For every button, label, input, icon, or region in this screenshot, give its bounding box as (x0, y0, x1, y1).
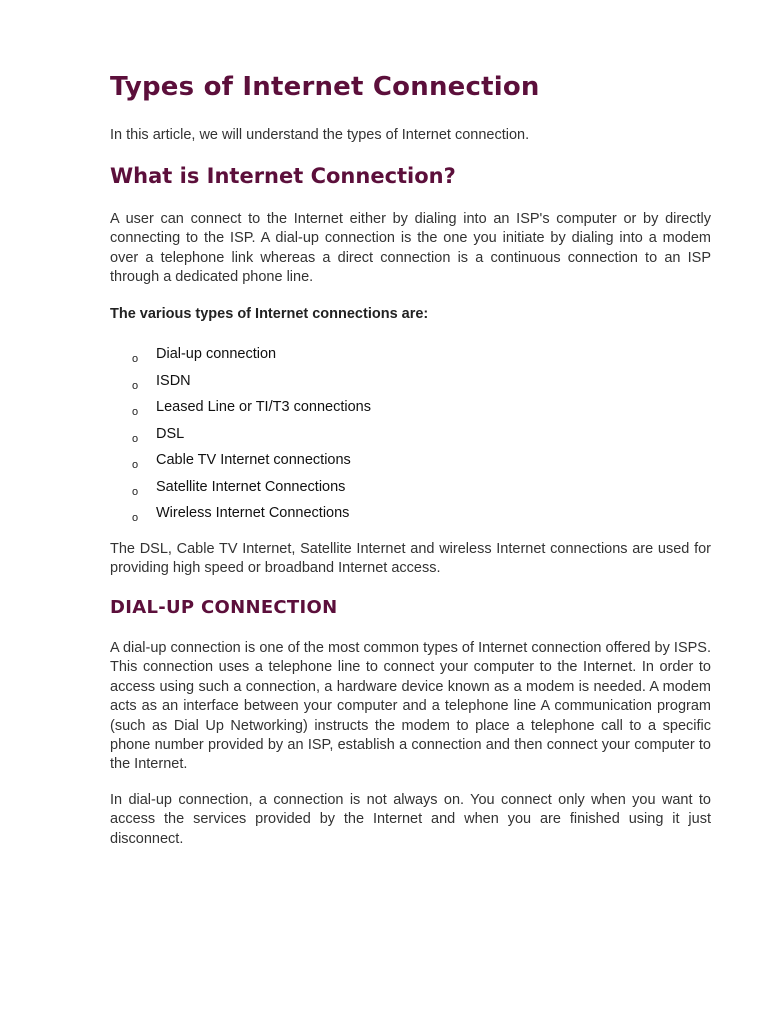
list-item-label: Wireless Internet Connections (156, 505, 350, 521)
section-heading-dial-up-connection: DIAL-UP CONNECTION (110, 597, 338, 618)
list-item-label: Satellite Internet Connections (156, 478, 346, 495)
list-item (110, 424, 371, 451)
list-item (110, 477, 371, 504)
list-item (110, 450, 371, 477)
bullet-icon: o (132, 432, 139, 445)
connection-types-list (110, 344, 371, 530)
list-item (110, 397, 371, 424)
intro-text: In this article, we will understand the types of Internet connection. (110, 127, 530, 143)
dial-up-paragraph-2: In dial-up connection, a connection is not always on. You connect only when you want to access the services provided by the Internet and when you are finished using it just disconnect. (110, 792, 711, 847)
section-heading-what-is-internet-connection: What is Internet Connection? (110, 164, 456, 188)
list-item-label: Dial-up connection (156, 346, 277, 362)
bullet-icon: o (132, 459, 139, 471)
bullet-icon: o (132, 406, 139, 418)
list-item-label: Leased Line or TI/T3 connections (156, 399, 371, 415)
definition-paragraph: A user can connect to the Internet either by dialing into an ISP's computer or by directly connecting to the ISP. A dial-up connection is the one you initiate by dialing into a modem over a telephone link whereas a direct connection is a continuous connection to an ISP through a dedicated phone line. (110, 211, 711, 286)
types-list-heading: The various types of Internet connections are: (110, 306, 429, 322)
list-item-label: DSL (156, 425, 185, 442)
bullet-icon: o (132, 353, 139, 365)
bullet-icon: o (132, 485, 139, 498)
list-item-label: Cable TV Internet connections (156, 452, 351, 468)
list-item (110, 371, 371, 398)
list-item-label: ISDN (156, 372, 191, 389)
bullet-icon: o (132, 379, 139, 392)
bullet-icon: o (132, 512, 139, 524)
list-item (110, 344, 371, 371)
broadband-note-paragraph: The DSL, Cable TV Internet, Satellite Internet and wireless Internet connections are used for providing high speed or broadband Internet access. (110, 541, 711, 577)
dial-up-paragraph-1: A dial-up connection is one of the most common types of Internet connection offered by ISPS. This connection uses a telephone line to connect your computer to the Internet. In order to access using such a connection, a hardware device known as a modem is needed. A modem acts as an interface between your computer and a telephone line A communication program (such as Dial Up Networking) instructs the modem to place a telephone call to a specific phone number provided by an ISP, establish a connection and then connect your computer to the Internet. (110, 640, 711, 773)
page-title: Types of Internet Connection (110, 72, 540, 102)
list-item (110, 503, 371, 530)
